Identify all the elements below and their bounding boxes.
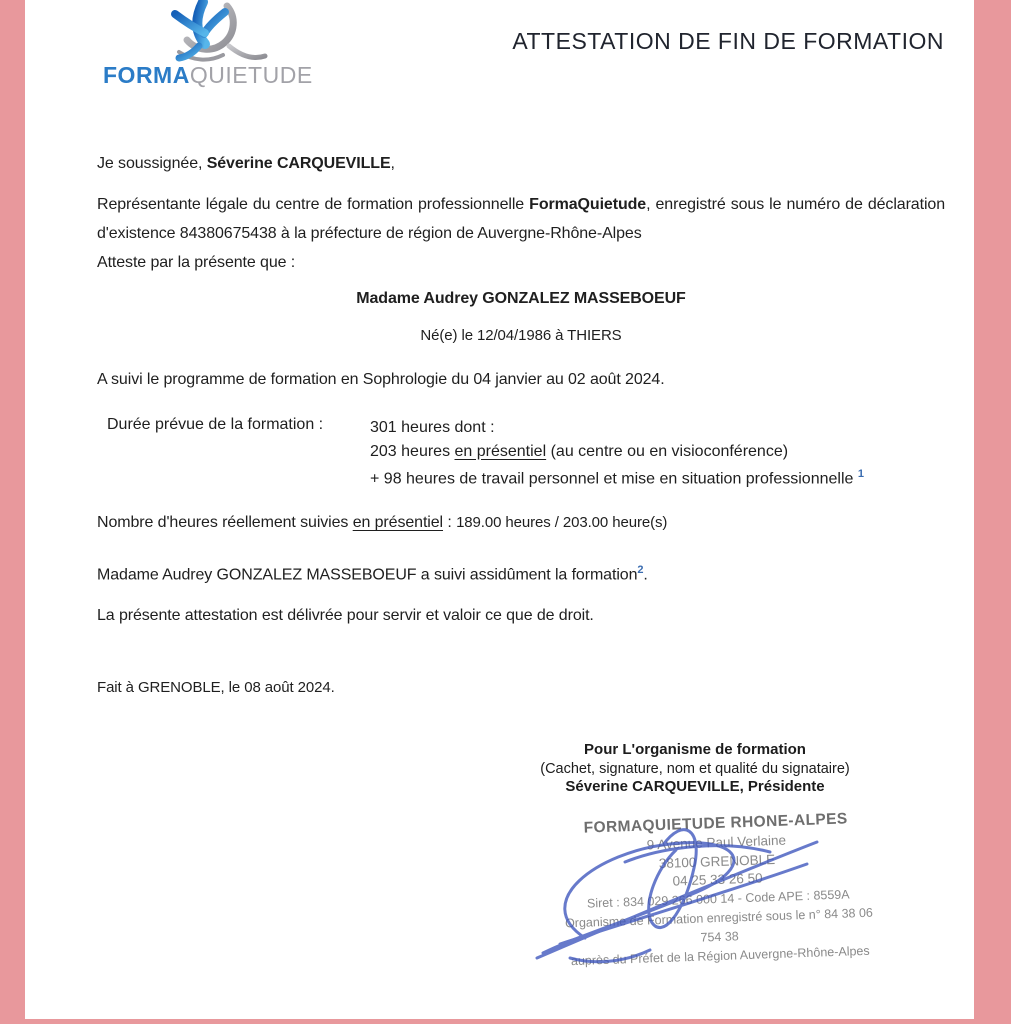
d3-text: + 98 heures de travail personnel et mise en situation professionnelle	[370, 470, 858, 488]
d2-underline: en présentiel	[454, 442, 547, 460]
p1-prefix: Je soussignée,	[97, 155, 207, 172]
d2-prefix: 203 heures	[370, 442, 455, 460]
p1-suffix: ,	[390, 155, 395, 172]
stamp-phone: 04 25 33 26 50	[672, 870, 763, 889]
hours-followed-line	[97, 512, 945, 534]
stamp-registration: Organisme de Formation enregistré sous le n° 84 38 06 754 38	[564, 905, 874, 945]
trainee-name: Madame Audrey GONZALEZ MASSEBOEUF	[356, 290, 686, 307]
stamp-city: 38100 GRENOBLE	[658, 851, 776, 871]
p2-suffix: , enregistré sous le numéro de déclaration d'existence 84380675438 à la préfecture de région de Auvergne-Rhône-Alpes	[97, 196, 945, 242]
sign-line-presidente: Séverine CARQUEVILLE, Présidente	[565, 778, 825, 795]
birth-line: Né(e) le 12/04/1986 à THIERS	[420, 327, 622, 344]
duration-total-line: 301 heures dont :	[370, 419, 495, 436]
formaquietude-logo-icon	[143, 0, 273, 66]
paragraph-representante	[97, 190, 945, 248]
program-line: A suivi le programme de formation en Sophrologie du 04 janvier au 02 août 2024.	[97, 371, 665, 388]
d2-suffix: (au centre ou en visioconférence)	[546, 442, 789, 460]
assiduity-line	[97, 559, 945, 586]
hours-value: 189.00 heures / 203.00 heure(s)	[456, 514, 668, 531]
document-title: ATTESTATION DE FIN DE FORMATION	[512, 28, 944, 54]
organization-name: FormaQuietude	[529, 196, 647, 213]
duration-values	[370, 416, 960, 491]
sign-line-cachet: (Cachet, signature, nom et qualité du signataire)	[540, 760, 850, 777]
footnote-2-marker: 2	[637, 564, 644, 576]
place-date-line: Fait à GRENOBLE, le 08 août 2024.	[97, 679, 335, 696]
formaquietude-logo-wordmark	[103, 62, 313, 89]
assiduity-text: Madame Audrey GONZALEZ MASSEBOEUF a suivi assidûment la formation	[97, 566, 638, 584]
signatory-name: Séverine CARQUEVILLE	[206, 155, 391, 172]
footnote-1-marker: 1	[857, 468, 864, 480]
logo-part-forma: FORMA	[103, 62, 190, 88]
paragraph-soussignee	[97, 153, 945, 175]
certificate-page	[25, 0, 974, 1019]
p2-prefix: Représentante légale du centre de formation professionnelle	[97, 196, 530, 213]
validity-line: La présente attestation est délivrée pour servir et valoir ce que de droit.	[97, 607, 594, 624]
stamp-prefet: auprès du Préfet de la Région Auvergne-Rhône-Alpes	[570, 943, 870, 968]
duration-label: Durée prévue de la formation :	[107, 416, 324, 433]
stamp-address: 9 Avenue Paul Verlaine	[646, 832, 787, 853]
duration-personal-line	[370, 463, 960, 491]
signature-block	[445, 741, 945, 797]
hours-prefix: Nombre d'heures réellement suivies	[97, 514, 353, 531]
stamp-company-name: FORMAQUIETUDE RHONE-ALPES	[583, 810, 848, 837]
stamp-siret: Siret : 834 029 266 000 14 - Code APE : 8559A	[586, 887, 850, 911]
hours-mid: :	[443, 514, 457, 531]
assiduity-period: .	[643, 566, 648, 584]
sign-line-organisme: Pour L'organisme de formation	[584, 741, 806, 758]
company-stamp	[550, 809, 885, 971]
paragraph-atteste: Atteste par la présente que :	[97, 254, 296, 271]
logo-part-quietude: QUIETUDE	[189, 62, 313, 88]
duration-presentiel-line	[370, 440, 960, 464]
hours-underline: en présentiel	[352, 514, 444, 531]
